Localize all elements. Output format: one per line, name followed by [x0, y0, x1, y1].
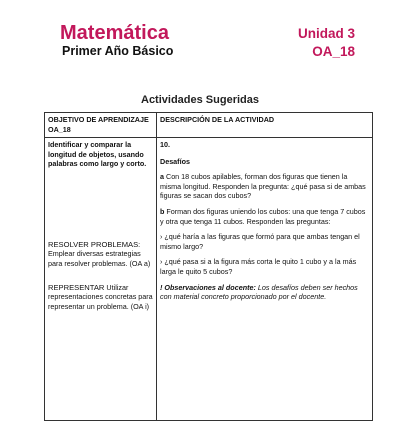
objective-column-header: OBJETIVO DE APRENDIZAJE OA_18	[45, 113, 157, 138]
oa-label: OA_18	[312, 44, 355, 59]
activity-item-b	[160, 207, 369, 226]
skill-description: Utilizar representaciones concretas para representar un problema. (OA i)	[48, 282, 153, 311]
item-letter: b	[160, 206, 165, 216]
skill-resolver	[48, 240, 153, 269]
teacher-note-label: ! Observaciones al docente:	[160, 282, 256, 292]
unit-label: Unidad 3	[297, 26, 355, 41]
activity-item-a	[160, 172, 369, 201]
question-1: › ¿qué haría a las figuras que formó para que ambas tengan el mismo largo?	[160, 232, 360, 251]
subject-title: Matemática	[60, 22, 169, 44]
objective-cell	[45, 138, 157, 421]
skill-representar	[48, 283, 153, 312]
teacher-note-text: Los desafíos deben ser hechos con material concreto proporcionado por el docente.	[160, 282, 358, 302]
item-text: Con 18 cubos apilables, forman dos figuras que tienen la misma longitud. Responden la pregunta: ¿qué pasa si de ambas figuras se sacan dos cubos?	[160, 172, 366, 201]
activity-number: 10.	[160, 140, 170, 149]
teacher-note	[160, 283, 369, 302]
question-2: › ¿qué pasa si a la figura más corta le quito 1 cubo y a la más larga le quito 5 cubos?	[160, 257, 357, 276]
activities-table	[44, 112, 373, 421]
description-cell	[157, 138, 373, 421]
section-title: Actividades Sugeridas	[141, 94, 259, 106]
objective-text: Identificar y comparar la longitud de objetos, usando palabras como largo y corto.	[48, 140, 147, 169]
skill-description: : Emplear diversas estrategias para resolver problemas. (OA a)	[48, 239, 151, 268]
item-text: Forman dos figuras uniendo los cubos: una que tenga 7 cubos y otra que tenga 11 cubos. Responden las preguntas:	[160, 206, 366, 226]
table-header-row	[45, 113, 373, 138]
skill-name: REPRESENTAR	[48, 282, 105, 292]
activity-heading: Desafíos	[160, 156, 190, 166]
description-column-header: DESCRIPCIÓN DE LA ACTIVIDAD	[157, 113, 373, 138]
page-header	[60, 22, 355, 62]
table-row	[45, 138, 373, 421]
item-letter: a	[160, 172, 164, 182]
grade-label: Primer Año Básico	[62, 44, 174, 58]
skill-name: RESOLVER PROBLEMAS	[48, 239, 139, 249]
